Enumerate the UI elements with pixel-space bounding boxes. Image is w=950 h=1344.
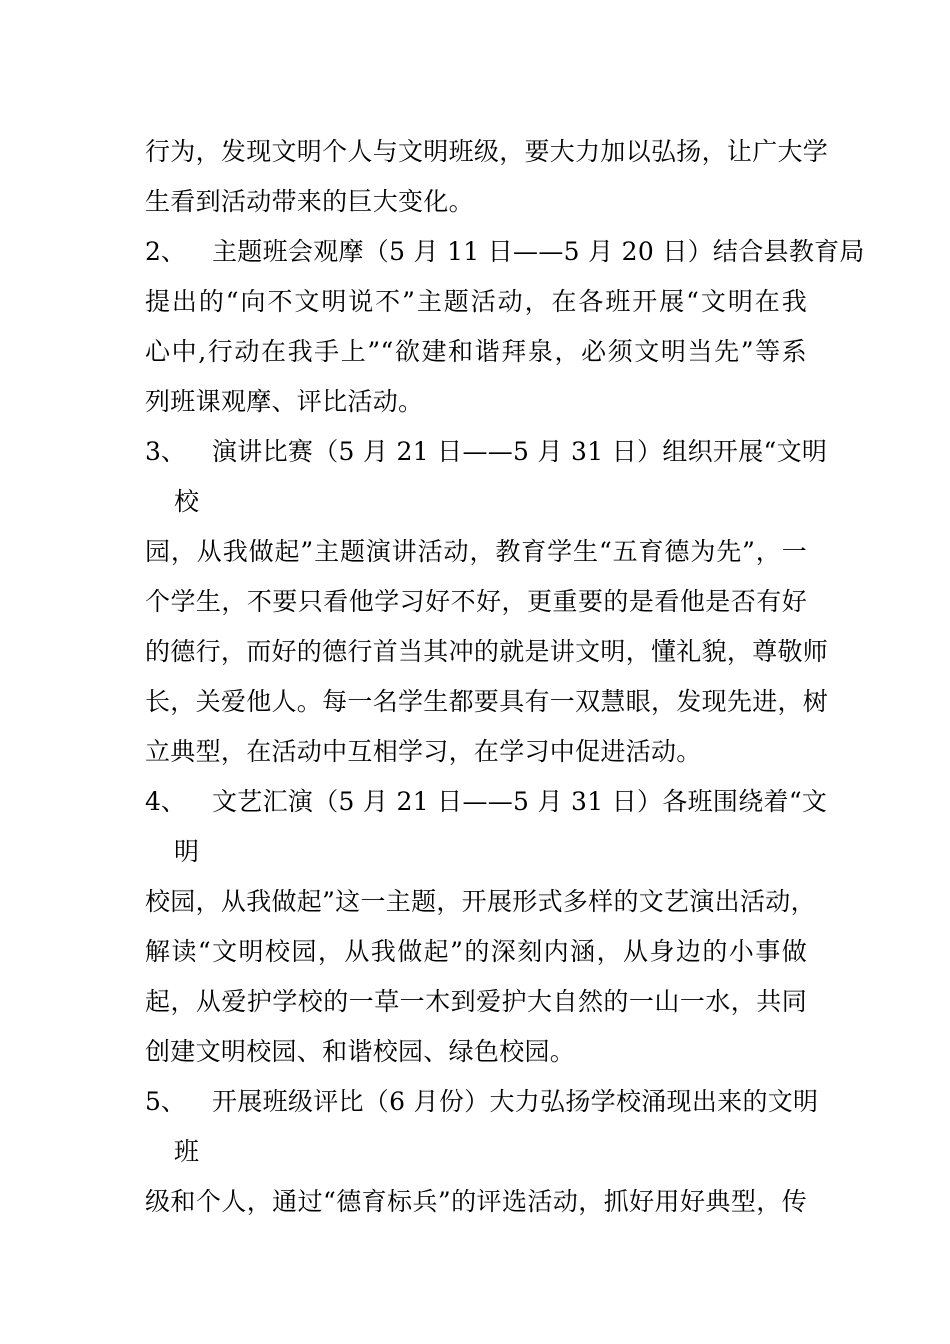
- list-item-number: 5、: [145, 1087, 186, 1116]
- list-item-5-heading: [145, 1085, 819, 1119]
- list-item-number: 4、: [145, 787, 186, 816]
- list-item-2-heading: [145, 235, 865, 269]
- list-item-first-line: 文艺汇演（5 月 21 日——5 月 31 日）各班围绕着“文: [212, 787, 828, 816]
- list-item-4-line-2: 解读“文明校园，从我做起”的深刻内涵，从身边的小事做: [145, 937, 807, 966]
- list-item-3-line-2: 个学生，不要只看他学习好不好，更重要的是看他是否有好: [145, 587, 807, 616]
- list-item-number: 3、: [145, 437, 186, 466]
- list-item-3-line-1: 园，从我做起”主题演讲活动，教育学生“五育德为先”，一: [145, 537, 807, 566]
- list-item-4-line-4: 创建文明校园、和谐校园、绿色校园。: [145, 1037, 576, 1066]
- intro-line-1: 行为，发现文明个人与文明班级，要大力加以弘扬，让广大学: [145, 137, 829, 166]
- list-item-first-line: 演讲比赛（5 月 21 日——5 月 31 日）组织开展“文明: [212, 437, 828, 466]
- list-item-5-wrap: 班: [174, 1137, 200, 1166]
- list-item-3-heading: [145, 435, 828, 469]
- list-item-first-line: 开展班级评比（6 月份）大力弘扬学校涌现出来的文明: [212, 1087, 819, 1116]
- list-item-2-line-2: 心中,行动在我手上”“欲建和谐拜泉，必须文明当先”等系: [145, 337, 807, 366]
- intro-line-2: 生看到活动带来的巨大变化。: [145, 187, 474, 216]
- list-item-2-line-1: 提出的“向不文明说不”主题活动，在各班开展“文明在我: [145, 287, 807, 316]
- list-item-3-line-3: 的德行，而好的德行首当其冲的就是讲文明，懂礼貌，尊敬师: [145, 637, 829, 666]
- list-item-2-line-3: 列班课观摩、评比活动。: [145, 387, 424, 416]
- list-item-3-wrap: 校: [174, 487, 200, 516]
- list-item-4-heading: [145, 785, 828, 819]
- list-item-number: 2、: [145, 237, 186, 266]
- list-item-4-line-3: 起，从爱护学校的一草一木到爱护大自然的一山一水，共同: [145, 987, 807, 1016]
- list-item-4-wrap: 明: [174, 837, 200, 866]
- list-item-4-line-1: 校园，从我做起”这一主题，开展形式多样的文艺演出活动，: [145, 887, 816, 916]
- list-item-5-line-1: 级和个人，通过“德育标兵”的评选活动，抓好用好典型，传: [145, 1187, 807, 1216]
- list-item-3-line-4: 长，关爱他人。每一名学生都要具有一双慧眼，发现先进，树: [145, 687, 829, 716]
- list-item-first-line: 主题班会观摩（5 月 11 日——5 月 20 日）结合县教育局: [212, 237, 865, 266]
- list-item-3-line-5: 立典型，在活动中互相学习，在学习中促进活动。: [145, 737, 702, 766]
